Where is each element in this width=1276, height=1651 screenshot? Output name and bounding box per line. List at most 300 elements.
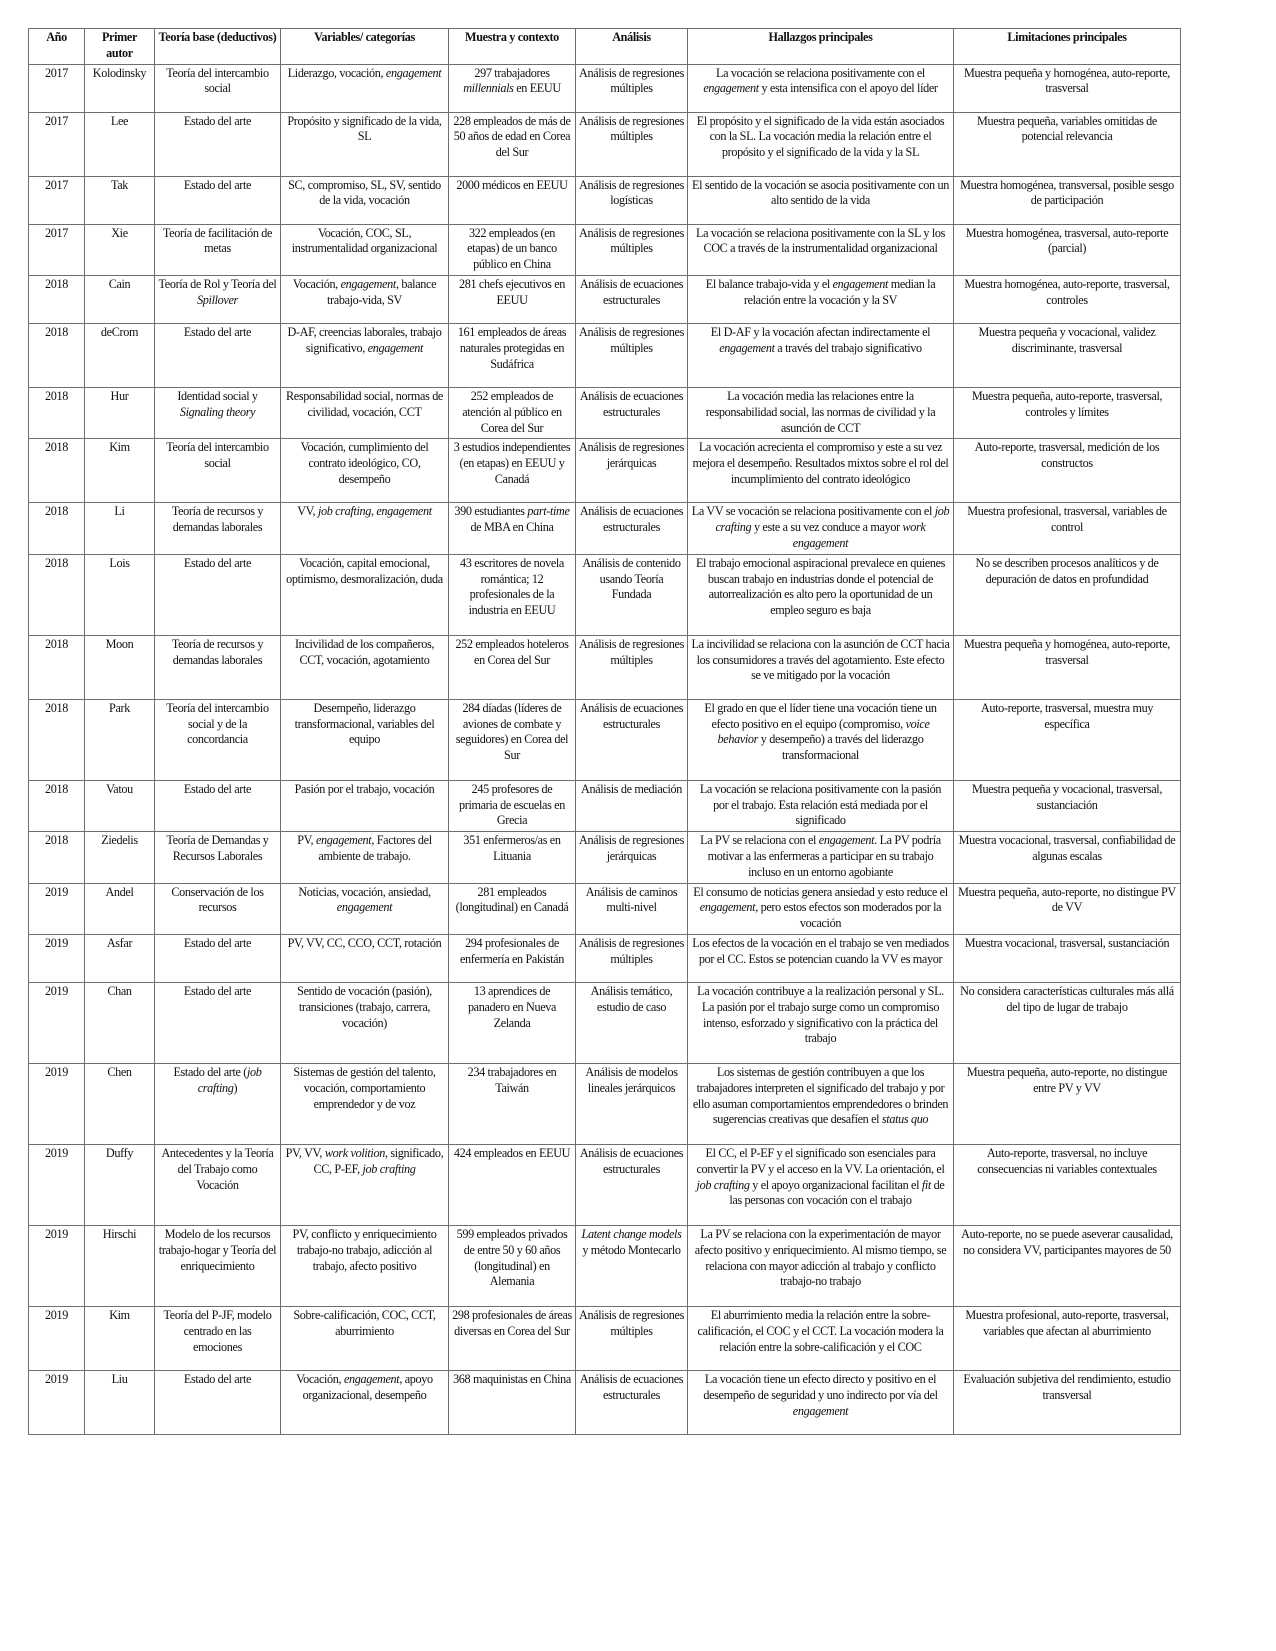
cell-variables (281, 883, 449, 934)
cell-main-limitations (954, 1370, 1181, 1434)
cell-analysis (576, 439, 688, 503)
cell-base-theory (155, 635, 281, 699)
cell-main-limitations (954, 780, 1181, 831)
italic-term: engagement (367, 340, 424, 355)
cell-first-author: Kim (85, 439, 155, 503)
text-segment: y método Montecarlo (582, 1242, 681, 1257)
table-row (29, 832, 1181, 883)
cell-base-theory (155, 439, 281, 503)
text-segment: No se describen procesos analíticos y de depuración de datos en profundidad (975, 555, 1159, 586)
text-segment: Vocación, COC, SL, instrumentalidad organizacional (291, 225, 438, 256)
cell-sample-context (449, 554, 576, 635)
text-segment: 13 aprendices de panadero en Nueva Zelanda (467, 983, 557, 1030)
cell-variables (281, 982, 449, 1063)
text-segment: Vocación, cumplimiento del contrato ideológico, CO, desempeño (300, 440, 429, 486)
cell-main-limitations (954, 635, 1181, 699)
text-segment: Modelo de los recursos trabajo-hogar y Teoría del enriquecimiento (158, 1226, 277, 1273)
text-segment: Responsabilidad social, normas de civilidad, vocación, CCT (285, 388, 443, 419)
table-row (29, 64, 1181, 112)
text-segment: Pasión por el trabajo, vocación (294, 781, 435, 796)
text-segment: Análisis de regresiones múltiples (579, 113, 684, 144)
text-segment: PV, VV, (285, 1145, 325, 1160)
cell-main-findings (688, 1225, 954, 1306)
cell-year: 2018 (29, 275, 85, 323)
text-segment: El aburrimiento media la relación entre la sobre-calificación, el COC y el CCT. La vocación modera la relación entre la sobre-calificación y el COC (697, 1307, 944, 1354)
text-segment: El grado en que el líder tiene una vocación tiene un efecto positivo en el equipo (compromiso, (704, 700, 937, 731)
text-segment: Noticias, vocación, ansiedad, (298, 884, 431, 899)
cell-year: 2019 (29, 1063, 85, 1144)
cell-main-limitations (954, 64, 1181, 112)
text-segment: a través del trabajo significativo (774, 340, 922, 355)
text-segment: 322 empleados (en etapas) de un banco público en China (467, 225, 557, 272)
text-segment: Identidad social y (177, 388, 258, 403)
cell-year: 2019 (29, 883, 85, 934)
text-segment: Análisis de modelos lineales jerárquicos (585, 1064, 678, 1095)
text-segment: y desempeño) a través del liderazgo transformacional (758, 732, 924, 763)
cell-sample-context (449, 1144, 576, 1225)
cell-first-author: Li (85, 503, 155, 554)
cell-base-theory (155, 699, 281, 780)
text-segment: El CC, el P-EF y el significado son esenciales para convertir la PV y el acceso en la VV. La orientación, el (696, 1145, 945, 1176)
cell-sample-context (449, 275, 576, 323)
cell-variables (281, 323, 449, 387)
italic-term: job crafting (317, 504, 371, 519)
text-segment: Conservación de los recursos (171, 884, 264, 915)
text-segment: Muestra homogénea, transversal, posible sesgo de participación (960, 177, 1174, 208)
header-analysis: Análisis (576, 29, 688, 65)
cell-first-author: Duffy (85, 1144, 155, 1225)
cell-base-theory (155, 1144, 281, 1225)
text-segment: El trabajo emocional aspiracional prevalece en quienes buscan trabajo en industrias donde el potencial de autorrealización es alto pero la oportunidad de un empleo seguro es baja (695, 555, 946, 618)
header-main-limitations: Limitaciones principales (954, 29, 1181, 65)
cell-year: 2018 (29, 699, 85, 780)
cell-base-theory (155, 554, 281, 635)
text-segment: Análisis de regresiones múltiples (579, 636, 684, 667)
cell-year: 2018 (29, 503, 85, 554)
text-segment: Muestra homogénea, auto-reporte, trasversal, controles (964, 276, 1170, 307)
cell-variables (281, 439, 449, 503)
text-segment: La vocación media las relaciones entre la responsabilidad social, las normas de civilidad y la asunción de CCT (705, 388, 936, 435)
text-segment: Teoría de recursos y demandas laborales (171, 504, 264, 535)
cell-main-findings (688, 554, 954, 635)
text-segment: Muestra pequeña, auto-reporte, trasversal, controles y límites (971, 388, 1163, 419)
table-row (29, 780, 1181, 831)
text-segment: Muestra pequeña, auto-reporte, no distingue entre PV y VV (966, 1064, 1168, 1095)
cell-base-theory (155, 176, 281, 224)
text-segment: Análisis de regresiones múltiples (579, 1307, 684, 1338)
cell-first-author: Tak (85, 176, 155, 224)
text-segment: Análisis de ecuaciones estructurales (579, 388, 684, 419)
cell-variables (281, 1225, 449, 1306)
text-segment: D-AF, creencias laborales, trabajo significativo, (287, 324, 442, 355)
text-segment: Auto-reporte, trasversal, muestra muy específica (980, 700, 1154, 731)
text-segment: Teoría de Demandas y Recursos Laborales (166, 833, 269, 863)
cell-variables (281, 503, 449, 554)
italic-term: engagement (340, 276, 396, 291)
table-row (29, 1306, 1181, 1370)
text-segment: Estado del arte ( (173, 1064, 248, 1079)
text-segment: Análisis de regresiones múltiples (579, 65, 684, 96)
cell-analysis (576, 1306, 688, 1370)
italic-term: engagement (719, 340, 775, 355)
table-row (29, 883, 1181, 934)
text-segment: y este a su vez conduce a mayor (751, 520, 903, 535)
italic-term: engagement (315, 833, 372, 848)
cell-year: 2019 (29, 1225, 85, 1306)
cell-sample-context (449, 1225, 576, 1306)
text-segment: Teoría de Rol y Teoría del (158, 276, 277, 291)
table-row (29, 439, 1181, 503)
text-segment: La VV se vocación se relaciona positivamente con el (691, 504, 935, 519)
italic-term: engagement (832, 276, 889, 291)
cell-year: 2019 (29, 982, 85, 1063)
text-segment: Análisis de regresiones logísticas (579, 177, 684, 208)
italic-term: job crafting (197, 1064, 262, 1095)
text-segment: 252 empleados de atención al público en Corea del Sur (462, 388, 562, 435)
table-row (29, 635, 1181, 699)
text-segment: , apoyo organizacional, desempeño (302, 1371, 433, 1402)
cell-first-author: Hur (85, 387, 155, 438)
cell-variables (281, 1306, 449, 1370)
italic-term: engagement (703, 81, 759, 96)
table-row (29, 982, 1181, 1063)
table-row (29, 1370, 1181, 1434)
text-segment: Estado del arte (183, 983, 252, 998)
cell-variables (281, 64, 449, 112)
text-segment: La vocación contribuye a la realización personal y SL. La pasión por el trabajo surge como un compromiso intenso, esforzado y significativo con la práctica del trabajo (697, 983, 944, 1046)
text-segment: Vocación, capital emocional, optimismo, desmoralización, duda (286, 555, 443, 586)
cell-main-findings (688, 503, 954, 554)
header-main-findings: Hallazgos principales (688, 29, 954, 65)
cell-first-author: Chan (85, 982, 155, 1063)
text-segment: Muestra pequeña y vocacional, trasversal, sustanciación (971, 781, 1163, 812)
italic-term: work volition (324, 1145, 385, 1160)
text-segment: 161 empleados de áreas naturales protegidas en Sudáfrica (457, 324, 567, 371)
text-segment: Estado del arte (183, 1371, 252, 1386)
text-segment: Estado del arte (183, 177, 252, 192)
text-segment: La vocación tiene un efecto directo y positivo en el desempeño de seguridad y uno indirecto por vía del (703, 1371, 938, 1402)
italic-term: engagement (699, 900, 756, 915)
italic-term: job crafting (696, 1177, 750, 1192)
cell-main-limitations (954, 1225, 1181, 1306)
table-row (29, 1144, 1181, 1225)
italic-term: fit (921, 1177, 931, 1192)
cell-first-author: Kim (85, 1306, 155, 1370)
text-segment: Análisis de mediación (581, 781, 682, 796)
cell-variables (281, 275, 449, 323)
text-segment: El consumo de noticias genera ansiedad y esto reduce el (693, 884, 948, 899)
text-segment: Estado del arte (183, 781, 252, 796)
text-segment: SC, compromiso, SL, SV, sentido de la vida, vocación (288, 177, 441, 208)
text-segment: PV, (297, 833, 316, 848)
text-segment: Muestra pequeña, variables omitidas de potencial relevancia (977, 113, 1157, 144)
cell-main-limitations (954, 554, 1181, 635)
table-row (29, 275, 1181, 323)
text-segment: Análisis de ecuaciones estructurales (579, 504, 684, 535)
text-segment: Teoría de recursos y demandas laborales (171, 636, 264, 667)
text-segment: Análisis temático, estudio de caso (590, 983, 673, 1014)
italic-term: millennials (463, 81, 514, 96)
text-segment: Teoría del P-JF, modelo centrado en las emociones (163, 1307, 272, 1354)
cell-base-theory (155, 934, 281, 982)
cell-year: 2019 (29, 934, 85, 982)
cell-main-findings (688, 982, 954, 1063)
cell-analysis (576, 1225, 688, 1306)
cell-sample-context (449, 1306, 576, 1370)
cell-analysis (576, 635, 688, 699)
cell-base-theory (155, 224, 281, 275)
cell-main-limitations (954, 176, 1181, 224)
text-segment: Evaluación subjetiva del rendimiento, estudio transversal (963, 1371, 1171, 1402)
italic-term: engagement (343, 1371, 400, 1386)
cell-analysis (576, 554, 688, 635)
text-segment: La vocación se relaciona positivamente con la pasión por el trabajo. Esta relación está mediada por el significado (699, 781, 942, 828)
cell-year: 2018 (29, 439, 85, 503)
italic-term: part-time (527, 504, 570, 519)
cell-year: 2017 (29, 112, 85, 176)
cell-analysis (576, 883, 688, 934)
cell-variables (281, 1370, 449, 1434)
cell-base-theory (155, 503, 281, 554)
cell-first-author: Park (85, 699, 155, 780)
table-row (29, 224, 1181, 275)
text-segment: Desempeño, liderazgo transformacional, variables del equipo (294, 700, 435, 747)
cell-analysis (576, 1144, 688, 1225)
cell-year: 2018 (29, 832, 85, 883)
cell-main-findings (688, 64, 954, 112)
text-segment: La vocación se relaciona positivamente con el (716, 65, 925, 80)
cell-analysis (576, 503, 688, 554)
cell-base-theory (155, 982, 281, 1063)
cell-main-limitations (954, 503, 1181, 554)
cell-first-author: Liu (85, 1370, 155, 1434)
text-segment: El sentido de la vocación se asocia positivamente con un alto sentido de la vida (692, 177, 949, 208)
cell-analysis (576, 699, 688, 780)
cell-base-theory (155, 275, 281, 323)
cell-main-findings (688, 1306, 954, 1370)
cell-main-findings (688, 1144, 954, 1225)
cell-sample-context (449, 503, 576, 554)
cell-sample-context (449, 635, 576, 699)
cell-analysis (576, 832, 688, 883)
cell-main-findings (688, 1370, 954, 1434)
italic-term: job crafting (715, 504, 950, 535)
cell-main-limitations (954, 387, 1181, 438)
text-segment: Teoría del intercambio social y de la concordancia (166, 700, 269, 747)
text-segment: Análisis de regresiones múltiples (579, 324, 684, 355)
cell-base-theory (155, 883, 281, 934)
cell-sample-context (449, 387, 576, 438)
cell-sample-context (449, 439, 576, 503)
text-segment: 351 enfermeros/as en Lituania (463, 833, 561, 863)
italic-term: Signaling theory (179, 404, 256, 419)
text-segment: ) (233, 1080, 238, 1095)
text-segment: , significado, CC, P-EF, (313, 1145, 444, 1176)
text-segment: . La PV podría motivar a las enfermeras a participar en su trabajo incluso en un entorno agobiante (707, 833, 941, 879)
cell-sample-context (449, 1370, 576, 1434)
text-segment: Muestra pequeña y vocacional, validez discriminante, trasversal (978, 324, 1156, 355)
text-segment: Muestra profesional, trasversal, variables de control (967, 504, 1167, 535)
cell-main-findings (688, 224, 954, 275)
cell-first-author: Asfar (85, 934, 155, 982)
text-segment: La vocación acrecienta el compromiso y este a su vez mejora el desempeño. Resultados mixtos sobre el rol del incumplimiento del contrato ideológico (692, 440, 949, 486)
cell-main-limitations (954, 832, 1181, 883)
cell-sample-context (449, 323, 576, 387)
text-segment: La vocación se relaciona positivamente con la SL y los COC a través de la instrumentalidad organizacional (695, 225, 946, 256)
cell-analysis (576, 1063, 688, 1144)
cell-sample-context (449, 699, 576, 780)
table-row (29, 323, 1181, 387)
text-segment: 2000 médicos en EEUU (456, 177, 568, 192)
cell-base-theory (155, 1306, 281, 1370)
cell-first-author: Chen (85, 1063, 155, 1144)
text-segment: Muestra vocacional, trasversal, sustanciación (964, 935, 1170, 950)
text-segment: 284 díadas (líderes de aviones de combate y seguidores) en Corea del Sur (455, 700, 569, 763)
table-body (29, 64, 1181, 1434)
text-segment: Análisis de contenido usando Teoría Fundada (582, 555, 681, 602)
cell-variables (281, 1144, 449, 1225)
italic-term: engagement (792, 1403, 849, 1418)
cell-sample-context (449, 934, 576, 982)
text-segment: Estado del arte (183, 935, 252, 950)
cell-main-findings (688, 780, 954, 831)
text-segment: Sistemas de gestión del talento, vocación, comportamiento emprendedor y de voz (293, 1064, 436, 1111)
cell-sample-context (449, 176, 576, 224)
text-segment: Auto-reporte, trasversal, medición de los constructos (974, 440, 1160, 471)
text-segment: de las personas con vocación con el trabajo (729, 1177, 945, 1208)
cell-sample-context (449, 112, 576, 176)
cell-main-limitations (954, 224, 1181, 275)
cell-main-limitations (954, 1306, 1181, 1370)
text-segment: Análisis de ecuaciones estructurales (579, 276, 684, 307)
cell-analysis (576, 780, 688, 831)
cell-sample-context (449, 883, 576, 934)
table-row (29, 176, 1181, 224)
table-row (29, 699, 1181, 780)
text-segment: La incivilidad se relaciona con la asunción de CCT hacia los consumidores a través del agotamiento. Este efecto se ve mitigado por la vocación (691, 636, 950, 683)
cell-year: 2019 (29, 1306, 85, 1370)
cell-first-author: Ziedelis (85, 832, 155, 883)
text-segment: 281 empleados (longitudinal) en Canadá (455, 884, 569, 915)
text-segment: 245 profesores de primaria de escuelas en Grecia (459, 781, 565, 828)
cell-variables (281, 699, 449, 780)
text-segment: , Factores del ambiente de trabajo. (318, 833, 432, 863)
cell-main-findings (688, 323, 954, 387)
text-segment: Liderazgo, vocación, (287, 65, 386, 80)
text-segment: 228 empleados de más de 50 años de edad en Corea del Sur (453, 113, 571, 160)
cell-main-findings (688, 439, 954, 503)
cell-first-author: Hirschi (85, 1225, 155, 1306)
cell-main-findings (688, 883, 954, 934)
cell-analysis (576, 176, 688, 224)
cell-main-findings (688, 387, 954, 438)
cell-first-author: deCrom (85, 323, 155, 387)
table-header-row (29, 29, 1181, 65)
cell-sample-context (449, 832, 576, 883)
cell-main-findings (688, 275, 954, 323)
cell-main-findings (688, 699, 954, 780)
cell-year: 2018 (29, 635, 85, 699)
text-segment: Teoría del intercambio social (166, 440, 269, 471)
cell-base-theory (155, 64, 281, 112)
text-segment: El propósito y el significado de la vida están asociados con la SL. La vocación media la relación entre el propósito y el significado de la vida y la SL (696, 113, 945, 160)
cell-year: 2018 (29, 387, 85, 438)
table-row (29, 387, 1181, 438)
text-segment: La PV se relaciona con el (700, 833, 819, 848)
cell-base-theory (155, 1370, 281, 1434)
text-segment: en EEUU (513, 81, 561, 96)
text-segment: Análisis de regresiones jerárquicas (579, 440, 684, 471)
text-segment: Muestra pequeña, auto-reporte, no distingue PV de VV (958, 884, 1176, 915)
cell-year: 2017 (29, 64, 85, 112)
text-segment: Auto-reporte, trasversal, no incluye consecuencias ni variables contextuales (977, 1145, 1157, 1176)
text-segment: Teoría de facilitación de metas (162, 225, 273, 256)
header-first-author: Primer autor (85, 29, 155, 65)
text-segment: Sentido de vocación (pasión), transiciones (trabajo, carrera, vocación) (297, 983, 432, 1030)
cell-main-findings (688, 1063, 954, 1144)
text-segment: de MBA en China (470, 520, 554, 535)
cell-analysis (576, 934, 688, 982)
cell-first-author: Xie (85, 224, 155, 275)
cell-sample-context (449, 780, 576, 831)
text-segment: Análisis de ecuaciones estructurales (579, 1371, 684, 1402)
text-segment: Antecedentes y la Teoría del Trabajo como Vocación (161, 1145, 274, 1192)
cell-base-theory (155, 1225, 281, 1306)
cell-sample-context (449, 1063, 576, 1144)
text-segment: Análisis de regresiones múltiples (579, 935, 684, 966)
text-segment: Muestra profesional, auto-reporte, trasversal, variables que afectan al aburrimiento (965, 1307, 1169, 1338)
header-year: Año (29, 29, 85, 65)
text-segment: 294 profesionales de enfermería en Pakistán (460, 935, 564, 966)
cell-main-findings (688, 832, 954, 883)
text-segment: No considera características culturales más allá del tipo de lugar de trabajo (960, 983, 1174, 1014)
cell-variables (281, 387, 449, 438)
cell-main-findings (688, 176, 954, 224)
table-row (29, 112, 1181, 176)
header-sample-context: Muestra y contexto (449, 29, 576, 65)
text-segment: 43 escritores de novela romántica; 12 profesionales de la industria en EEUU (460, 555, 564, 618)
text-segment: Análisis de caminos multi-nivel (585, 884, 678, 915)
cell-variables (281, 224, 449, 275)
table-row (29, 1063, 1181, 1144)
cell-sample-context (449, 982, 576, 1063)
table-row (29, 554, 1181, 635)
text-segment: 298 profesionales de áreas diversas en Corea del Sur (452, 1307, 572, 1338)
text-segment: Sobre-calificación, COC, CCT, aburrimiento (293, 1307, 436, 1338)
cell-variables (281, 780, 449, 831)
cell-base-theory (155, 112, 281, 176)
cell-variables (281, 635, 449, 699)
text-segment: Análisis de ecuaciones estructurales (579, 1145, 684, 1176)
text-segment: 234 trabajadores en Taiwán (467, 1064, 557, 1095)
cell-analysis (576, 982, 688, 1063)
cell-base-theory (155, 323, 281, 387)
cell-year: 2018 (29, 780, 85, 831)
cell-main-limitations (954, 1063, 1181, 1144)
italic-term: status quo (881, 1112, 929, 1127)
text-segment: Los sistemas de gestión contribuyen a que los trabajadores interpreten el significado del trabajo y por ello asuman comportamientos emprendedores o brinden sugerencias creativas que desafíen el (692, 1064, 949, 1127)
text-segment: Los efectos de la vocación en el trabajo se ven mediados por el CC. Estos se potencian cuando la VV es mayor (692, 935, 949, 966)
text-segment: , pero estos efectos son moderados por la vocación (755, 900, 942, 931)
cell-year: 2018 (29, 323, 85, 387)
cell-first-author: Lee (85, 112, 155, 176)
text-segment: 281 chefs ejecutivos en EEUU (459, 276, 565, 307)
text-segment: 599 empleados privados de entre 50 y 60 años (longitudinal) en Alemania (456, 1226, 568, 1289)
header-variables: Variables/ categorías (281, 29, 449, 65)
cell-first-author: Moon (85, 635, 155, 699)
cell-sample-context (449, 224, 576, 275)
text-segment: El balance trabajo-vida y el (705, 276, 833, 291)
